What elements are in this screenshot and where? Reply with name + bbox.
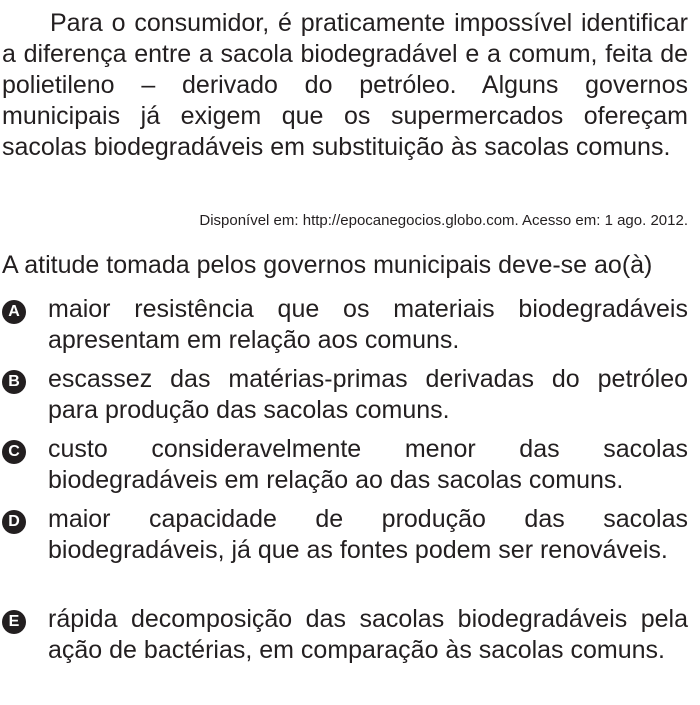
option-b-text: escassez das matérias-primas derivadas do petróleo para produção das sacolas comuns. — [48, 365, 688, 424]
option-a-badge: A — [2, 300, 26, 324]
option-e-text: rápida decomposição das sacolas biodegradáveis pela ação de bactérias, em comparação às sacolas comuns. — [48, 605, 688, 664]
option-e-badge: E — [2, 610, 26, 634]
source-citation: Disponível em: http://epocanegocios.globo.com. Acesso em: 1 ago. 2012. — [199, 212, 688, 229]
option-b[interactable] — [0, 364, 700, 426]
question-stem: A atitude tomada pelos governos municipais deve-se ao(à) — [2, 251, 653, 279]
option-c[interactable] — [0, 434, 700, 496]
option-a[interactable] — [0, 294, 700, 356]
option-e[interactable] — [0, 604, 700, 697]
option-d-badge: D — [2, 510, 26, 534]
option-a-text: maior resistência que os materiais biodegradáveis apresentam em relação aos comuns. — [48, 295, 688, 354]
option-b-badge: B — [2, 370, 26, 394]
option-c-badge: C — [2, 440, 26, 464]
option-c-text: custo consideravelmente menor das sacolas biodegradáveis em relação ao das sacolas comuns. — [48, 435, 688, 494]
option-d[interactable] — [0, 504, 700, 597]
option-d-text: maior capacidade de produção das sacolas biodegradáveis, já que as fontes podem ser renováveis. — [48, 505, 688, 564]
passage-text: Para o consumidor, é praticamente impossível identificar a diferença entre a sacola biodegradável e a comum, feita de polietileno – derivado do petróleo. Alguns governos municipais já exigem que os supermercados ofereçam sacolas biodegradáveis em substituição às sacolas comuns. — [2, 9, 688, 161]
